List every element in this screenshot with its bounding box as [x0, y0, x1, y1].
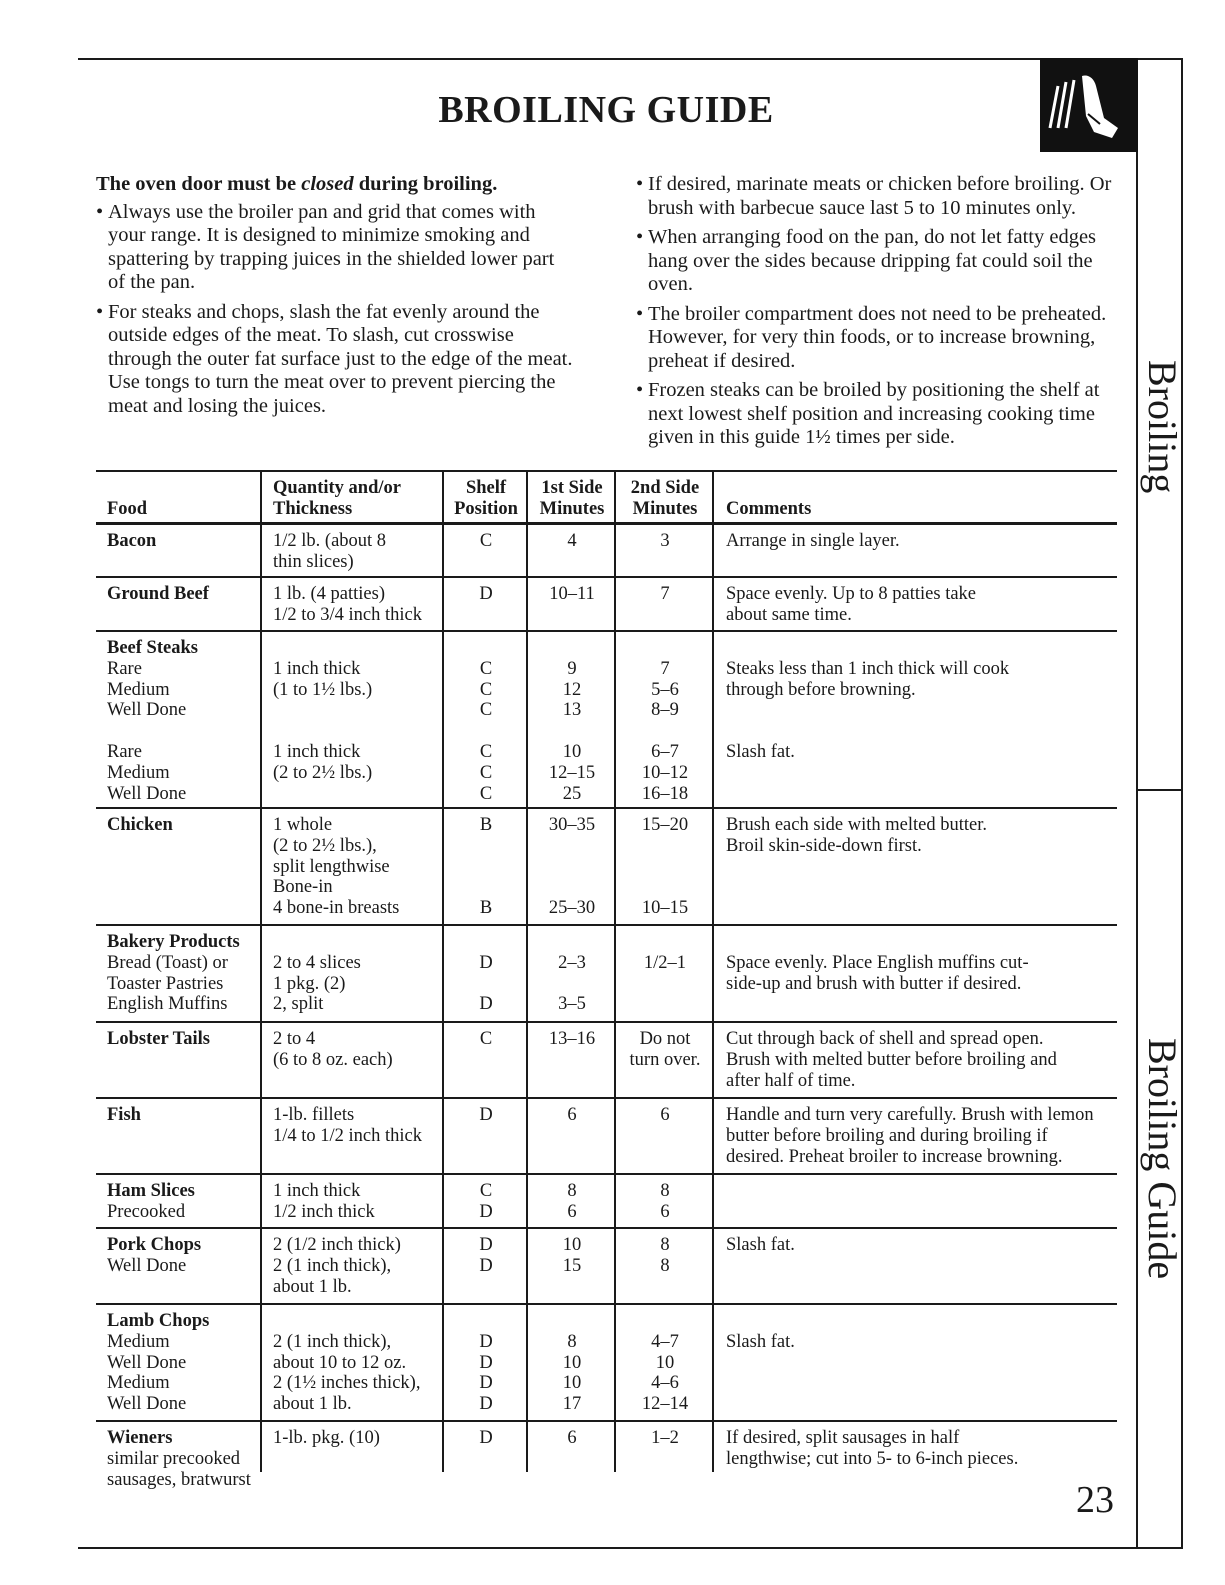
- page-number: 23: [1076, 1479, 1114, 1521]
- shelf-cell: C C C C C C: [479, 658, 493, 804]
- shelf-cell: D D: [479, 1235, 493, 1276]
- broiling-table: [96, 470, 1117, 1494]
- food-cell: [107, 1235, 257, 1277]
- bullet-text: The broiler compartment does not need to be preheated. However, for very thin foods, or to increase browning, preheat if desired.: [648, 302, 1107, 372]
- food-name: Lobster Tails: [107, 1029, 210, 1049]
- quantity-cell: 1 lb. (4 patties) 1/2 to 3/4 inch thick: [273, 584, 423, 625]
- side-rule-left: [1136, 150, 1138, 1549]
- food-name: Pork Chops: [107, 1235, 202, 1255]
- quantity-cell: 1-lb. fillets 1/4 to 1/2 inch thick: [273, 1105, 423, 1146]
- food-detail: Medium Well Done Medium Well Done: [107, 1331, 187, 1415]
- bullet-dot: •: [96, 300, 104, 323]
- second-side-cell: 1–2: [651, 1428, 679, 1448]
- second-side-cell: Do not turn over.: [629, 1029, 701, 1070]
- comments-cell: Arrange in single layer.: [726, 531, 900, 551]
- food-detail: Bread (Toast) or Toaster Pastries English Muffins: [107, 952, 228, 1015]
- first-side-cell: 8 10 10 17: [562, 1331, 582, 1415]
- food-name: Ham Slices: [107, 1181, 195, 1201]
- intro-right-column: [636, 173, 1126, 456]
- food-cell: [107, 1311, 257, 1415]
- bullet-text: Always use the broiler pan and grid that comes with your range. It is designed to minimize smoking and spattering by trapping juices in the shielded lower part of the pan.: [108, 200, 555, 293]
- bullet-text: For steaks and chops, slash the fat evenly around the outside edges of the meat. To slash, cut crosswise through the outer fat surface just to the edge of the meat. Use tongs to turn the meat over to prevent piercing the meat and losing the juices.: [108, 300, 573, 417]
- food-name: Wieners: [107, 1428, 173, 1448]
- bullet-text: Frozen steaks can be broiled by positioning the shelf at next lowest shelf position and increasing cooking time given in this guide 1½ times per side.: [648, 379, 1100, 448]
- food-name: Fish: [107, 1105, 141, 1125]
- second-side-cell: 8 6: [660, 1181, 670, 1222]
- comments-cell: Slash fat.: [726, 1331, 795, 1352]
- food-cell: [107, 1105, 257, 1126]
- second-side-cell: 6: [660, 1105, 670, 1125]
- shelf-cell: C: [479, 1029, 493, 1049]
- header-comments: Comments: [726, 499, 812, 519]
- bullet-dot: •: [636, 302, 644, 325]
- first-side-cell: 6: [567, 1105, 577, 1125]
- comments-cell: Steaks less than 1 inch thick will cook through before browning. Slash fat.: [726, 658, 1010, 762]
- quantity-cell: 2 (1/2 inch thick) 2 (1 inch thick), about 1 lb.: [273, 1235, 401, 1297]
- table-row: [96, 525, 1117, 578]
- shelf-cell: C D: [479, 1181, 493, 1222]
- page-title: BROILING GUIDE: [438, 89, 774, 131]
- food-cell: [107, 815, 257, 836]
- table-row: [96, 578, 1117, 632]
- first-side-cell: 9 12 13 10 12–15 25: [548, 658, 596, 804]
- food-cell: [107, 638, 257, 804]
- side-tab-broiling: Broiling: [1140, 360, 1185, 494]
- food-cell: [107, 531, 257, 552]
- intro-bullet: [636, 173, 1126, 220]
- bullet-dot: •: [636, 173, 644, 195]
- food-detail: Well Done: [107, 1255, 187, 1276]
- table-row: [96, 632, 1117, 809]
- food-name: Bacon: [107, 531, 157, 551]
- first-side-cell: 10 15: [562, 1235, 582, 1276]
- header-shelf: Shelf Position: [454, 478, 518, 519]
- intro-bullet: [96, 301, 576, 419]
- food-detail: Rare Medium Well Done Rare Medium Well Done: [107, 658, 187, 804]
- quantity-cell: 1/2 lb. (about 8 thin slices): [273, 531, 387, 572]
- lead-text-end: during broiling.: [353, 173, 498, 195]
- food-cell: [107, 1029, 257, 1050]
- intro-left-column: [96, 173, 576, 424]
- shelf-cell: D D: [479, 952, 493, 1015]
- intro-bullet: [636, 379, 1126, 450]
- quantity-cell: 1 inch thick 1/2 inch thick: [273, 1181, 375, 1222]
- table-row: [96, 1229, 1117, 1305]
- food-cell: [107, 932, 257, 1015]
- first-side-cell: 30–35 25–30: [548, 815, 596, 919]
- lead-text: The oven door must be: [96, 173, 302, 195]
- shelf-cell: D: [479, 584, 493, 604]
- comments-cell: Space evenly. Up to 8 patties take about same time.: [726, 584, 977, 625]
- shelf-cell: D: [479, 1105, 493, 1125]
- food-cell: [107, 1181, 257, 1223]
- first-side-cell: 6: [567, 1428, 577, 1448]
- quantity-cell: 1 whole (2 to 2½ lbs.), split lengthwise Bone-in 4 bone-in breasts: [273, 815, 400, 919]
- second-side-cell: 3: [660, 531, 670, 551]
- table-row: [96, 809, 1117, 926]
- food-name: Chicken: [107, 815, 173, 835]
- shelf-cell: D D D D: [479, 1331, 493, 1415]
- header-food: Food: [107, 499, 148, 519]
- second-side-cell: 4–7 10 4–6 12–14: [641, 1331, 689, 1415]
- first-side-cell: 13–16: [548, 1029, 596, 1049]
- side-rule-right: [1181, 58, 1183, 1549]
- second-side-cell: 7 5–6 8–9 6–7 10–12 16–18: [641, 658, 689, 804]
- header-quantity: Quantity and/or Thickness: [273, 478, 401, 519]
- second-side-cell: 15–20 10–15: [641, 815, 689, 919]
- comments-cell: Slash fat.: [726, 1235, 795, 1255]
- intro-bullet: [636, 226, 1126, 297]
- shelf-cell: B B: [479, 815, 493, 919]
- first-side-cell: 8 6: [567, 1181, 577, 1222]
- lead-emphasis: closed: [301, 173, 354, 195]
- table-row: [96, 1023, 1117, 1099]
- intro-bullet: [636, 303, 1126, 374]
- bottom-rule: [78, 1547, 1183, 1549]
- header-first-side: 1st Side Minutes: [539, 478, 605, 519]
- shelf-cell: D: [479, 1428, 493, 1448]
- shelf-cell: C: [479, 531, 493, 551]
- food-detail: similar precooked sausages, bratwurst: [107, 1448, 251, 1490]
- comments-cell: Handle and turn very carefully. Brush with lemon butter before broiling and during broiling if desired. Preheat broiler to increase browning.: [726, 1105, 1094, 1167]
- intro-bullet: [96, 201, 576, 295]
- food-cell: [107, 584, 257, 605]
- food-cell: [107, 1428, 257, 1490]
- header-second-side: 2nd Side Minutes: [630, 478, 700, 519]
- bullet-dot: •: [636, 379, 644, 401]
- first-side-cell: 4: [567, 531, 577, 551]
- quantity-cell: 2 to 4 slices 1 pkg. (2) 2, split: [273, 952, 361, 1015]
- bullet-text: If desired, marinate meats or chicken before broiling. Or brush with barbecue sauce last 5 to 10 minutes only.: [648, 173, 1112, 219]
- table-row: [96, 1422, 1117, 1494]
- first-side-cell: 10–11: [549, 584, 595, 604]
- side-tab-broiling-guide: Broiling Guide: [1140, 1038, 1185, 1280]
- quantity-cell: 2 (1 inch thick), about 10 to 12 oz. 2 (1½ inches thick), about 1 lb.: [273, 1331, 421, 1415]
- food-name: Ground Beef: [107, 584, 209, 604]
- food-detail: Precooked: [107, 1201, 186, 1222]
- table-row: [96, 926, 1117, 1023]
- table-row: [96, 1099, 1117, 1175]
- comments-cell: Brush each side with melted butter. Broil skin-side-down first.: [726, 815, 987, 856]
- bullet-dot: •: [96, 200, 104, 223]
- food-name: Bakery Products: [107, 932, 240, 952]
- bullet-dot: •: [636, 226, 644, 248]
- quantity-cell: 2 to 4 (6 to 8 oz. each): [273, 1029, 393, 1070]
- bullet-text: When arranging food on the pan, do not let fatty edges hang over the sides because dripping fat could soil the oven.: [648, 226, 1097, 295]
- table-row: [96, 1175, 1117, 1229]
- food-name: Lamb Chops: [107, 1311, 210, 1331]
- first-side-cell: 2–3 3–5: [558, 952, 586, 1015]
- intro-lead: [96, 173, 576, 197]
- second-side-cell: 1/2–1: [643, 952, 687, 973]
- top-rule: [78, 58, 1183, 60]
- tab-divider: [1136, 789, 1182, 791]
- quantity-cell: 1-lb. pkg. (10): [273, 1428, 380, 1448]
- second-side-cell: 7: [660, 584, 670, 604]
- comments-cell: If desired, split sausages in half lengthwise; cut into 5- to 6-inch pieces.: [726, 1428, 1019, 1469]
- table-header-row: [96, 470, 1117, 525]
- food-name: Beef Steaks: [107, 638, 198, 658]
- comments-cell: Space evenly. Place English muffins cut- side-up and brush with butter if desired.: [726, 952, 1029, 994]
- table-row: [96, 1305, 1117, 1422]
- comments-cell: Cut through back of shell and spread open. Brush with melted butter before broiling and after half of time.: [726, 1029, 1057, 1091]
- second-side-cell: 8 8: [660, 1235, 670, 1276]
- quantity-cell: 1 inch thick (1 to 1½ lbs.) 1 inch thick (2 to 2½ lbs.): [273, 658, 373, 783]
